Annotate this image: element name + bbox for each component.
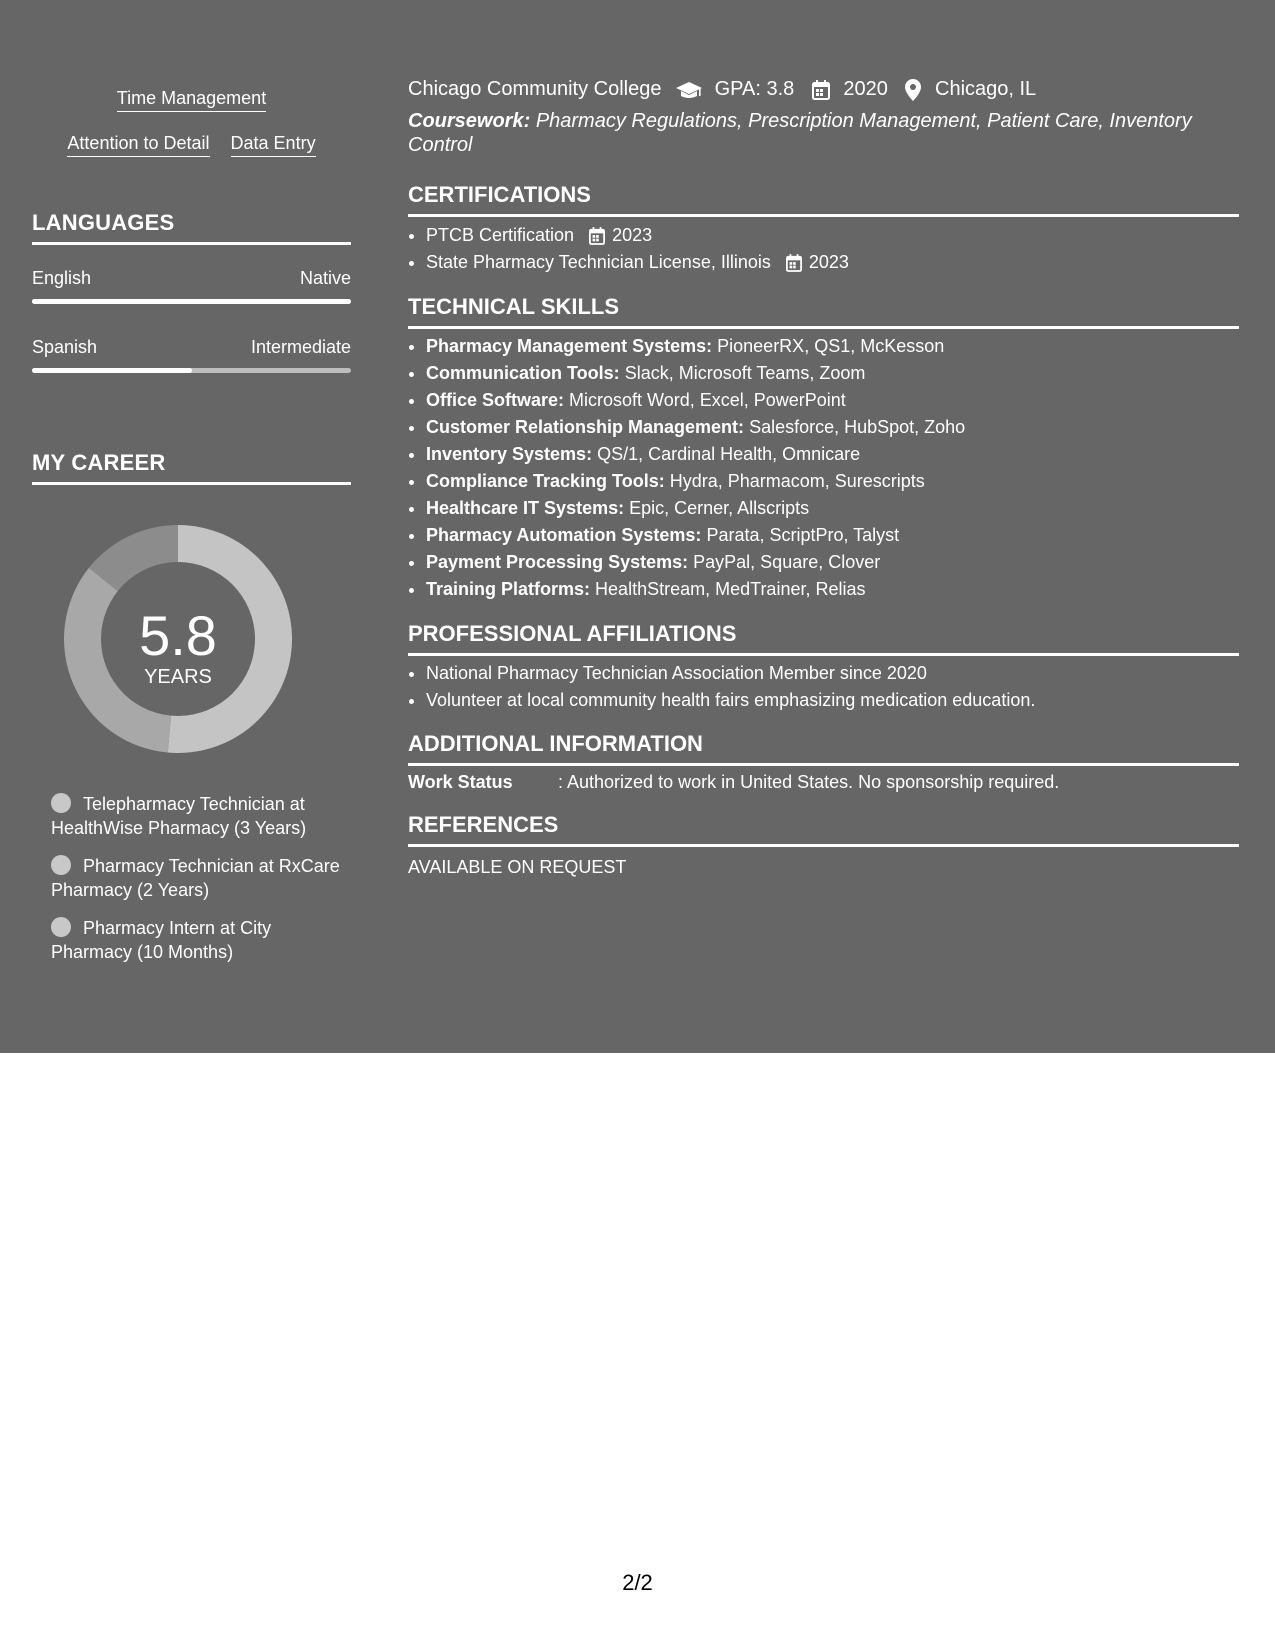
career-item bbox=[51, 792, 341, 840]
technical-skill-value: HealthStream, MedTrainer, Relias bbox=[595, 579, 866, 599]
career-title: MY CAREER bbox=[32, 450, 351, 485]
technical-skill-label: Training Platforms: bbox=[426, 579, 591, 599]
affiliation-item: • Volunteer at local community health fairs emphasizing medication education. bbox=[426, 687, 1035, 714]
technical-skill-value: PioneerRX, QS1, McKesson bbox=[717, 336, 945, 356]
coursework-list: Pharmacy Regulations, Prescription Management, Patient Care, Inventory Control bbox=[408, 110, 1192, 156]
education-year: 2020 bbox=[843, 78, 888, 101]
technical-skill-value: PayPal, Square, Clover bbox=[693, 552, 881, 572]
language-name: Spanish bbox=[32, 337, 98, 357]
education-gpa: GPA: 3.8 bbox=[714, 78, 795, 101]
technical-skill-label: Office Software: bbox=[426, 390, 565, 410]
skills-row-2 bbox=[32, 133, 351, 157]
career-bullet-dot bbox=[51, 855, 71, 875]
technical-skill-value: Hydra, Pharmacom, Surescripts bbox=[669, 471, 925, 491]
language-level: Intermediate bbox=[250, 337, 351, 357]
certification-item bbox=[426, 249, 849, 276]
language-row-english bbox=[32, 268, 351, 289]
technical-skill-label: Communication Tools: bbox=[426, 363, 620, 383]
career-total-unit: YEARS bbox=[144, 666, 212, 688]
language-bar-fill bbox=[32, 299, 351, 304]
technical-skill-value: Epic, Cerner, Allscripts bbox=[629, 498, 810, 518]
affiliation-item: • National Pharmacy Technician Association Member since 2020 bbox=[426, 660, 1035, 687]
certification-item bbox=[426, 222, 849, 249]
location-pin-icon bbox=[905, 79, 921, 101]
career-total-value: 5.8 bbox=[139, 604, 217, 667]
work-status-value: : Authorized to work in United States. No sponsorship required. bbox=[558, 772, 1060, 792]
references-title: REFERENCES bbox=[408, 812, 1239, 847]
language-bar-fill bbox=[32, 368, 192, 373]
skill-tag: Data Entry bbox=[231, 133, 316, 157]
skills-row-1 bbox=[32, 88, 351, 112]
education-location: Chicago, IL bbox=[935, 78, 1037, 101]
certification-name: PTCB Certification bbox=[426, 225, 575, 245]
technical-skill-item bbox=[426, 549, 965, 576]
career-bullet-dot bbox=[51, 917, 71, 937]
technical-skill-label: Pharmacy Automation Systems: bbox=[426, 525, 702, 545]
language-name: English bbox=[32, 268, 92, 288]
technical-skill-value: Parata, ScriptPro, Talyst bbox=[706, 525, 900, 545]
technical-skills-list bbox=[408, 333, 965, 603]
language-level: Native bbox=[299, 268, 351, 288]
technical-skill-item bbox=[426, 333, 965, 360]
technical-skill-item bbox=[426, 468, 965, 495]
career-item-text: Telepharmacy Technician at HealthWise Pharmacy (3 Years) bbox=[51, 794, 307, 838]
calendar-icon bbox=[812, 80, 830, 100]
certification-year: 2023 bbox=[808, 252, 849, 272]
calendar-icon bbox=[786, 254, 802, 272]
technical-skill-label: Customer Relationship Management: bbox=[426, 417, 745, 437]
technical-skill-label: Inventory Systems: bbox=[426, 444, 593, 464]
language-bar-english bbox=[32, 299, 351, 304]
technical-skill-item bbox=[426, 522, 965, 549]
technical-skill-item bbox=[426, 387, 965, 414]
certification-name: State Pharmacy Technician License, Illinois bbox=[426, 252, 771, 272]
affiliations-list bbox=[408, 660, 1035, 714]
references-text: AVAILABLE ON REQUEST bbox=[408, 857, 627, 877]
page-number: 2/2 bbox=[622, 1570, 653, 1595]
coursework-label: Coursework: bbox=[408, 110, 531, 132]
technical-skill-label: Compliance Tracking Tools: bbox=[426, 471, 665, 491]
graduation-cap-icon bbox=[675, 80, 703, 100]
technical-skill-value: Salesforce, HubSpot, Zoho bbox=[749, 417, 966, 437]
languages-title: LANGUAGES bbox=[32, 210, 351, 245]
coursework bbox=[408, 109, 1208, 157]
technical-skill-label: Pharmacy Management Systems: bbox=[426, 336, 713, 356]
technical-skill-value: Microsoft Word, Excel, PowerPoint bbox=[569, 390, 846, 410]
certifications-title: CERTIFICATIONS bbox=[408, 182, 1239, 217]
skill-tag: Attention to Detail bbox=[67, 133, 209, 157]
technical-skill-label: Healthcare IT Systems: bbox=[426, 498, 625, 518]
career-item bbox=[51, 854, 341, 902]
certifications-list bbox=[408, 222, 849, 276]
technical-skills-title: TECHNICAL SKILLS bbox=[408, 294, 1239, 329]
career-bullet-dot bbox=[51, 793, 71, 813]
certification-year: 2023 bbox=[612, 225, 653, 245]
education-line bbox=[408, 78, 1036, 101]
technical-skill-item bbox=[426, 441, 965, 468]
language-bar-spanish bbox=[32, 368, 351, 373]
education-school: Chicago Community College bbox=[408, 78, 662, 101]
technical-skill-value: QS/1, Cardinal Health, Omnicare bbox=[597, 444, 861, 464]
work-status-label: Work Status bbox=[408, 772, 513, 792]
additional-info-title: ADDITIONAL INFORMATION bbox=[408, 731, 1239, 766]
technical-skill-item bbox=[426, 495, 965, 522]
calendar-icon bbox=[589, 227, 605, 245]
career-item-text: Pharmacy Technician at RxCare Pharmacy (2 Years) bbox=[51, 856, 340, 900]
affiliations-title: PROFESSIONAL AFFILIATIONS bbox=[408, 621, 1239, 656]
career-item-text: Pharmacy Intern at City Pharmacy (10 Months) bbox=[51, 918, 272, 962]
technical-skill-item bbox=[426, 360, 965, 387]
language-row-spanish bbox=[32, 337, 351, 358]
career-donut-chart bbox=[64, 525, 292, 753]
technical-skill-item bbox=[426, 576, 965, 603]
work-status-row bbox=[408, 772, 1059, 793]
technical-skill-value: Slack, Microsoft Teams, Zoom bbox=[624, 363, 866, 383]
technical-skill-item bbox=[426, 414, 965, 441]
skill-tag: Time Management bbox=[117, 88, 266, 112]
technical-skill-label: Payment Processing Systems: bbox=[426, 552, 689, 572]
career-item bbox=[51, 916, 341, 964]
